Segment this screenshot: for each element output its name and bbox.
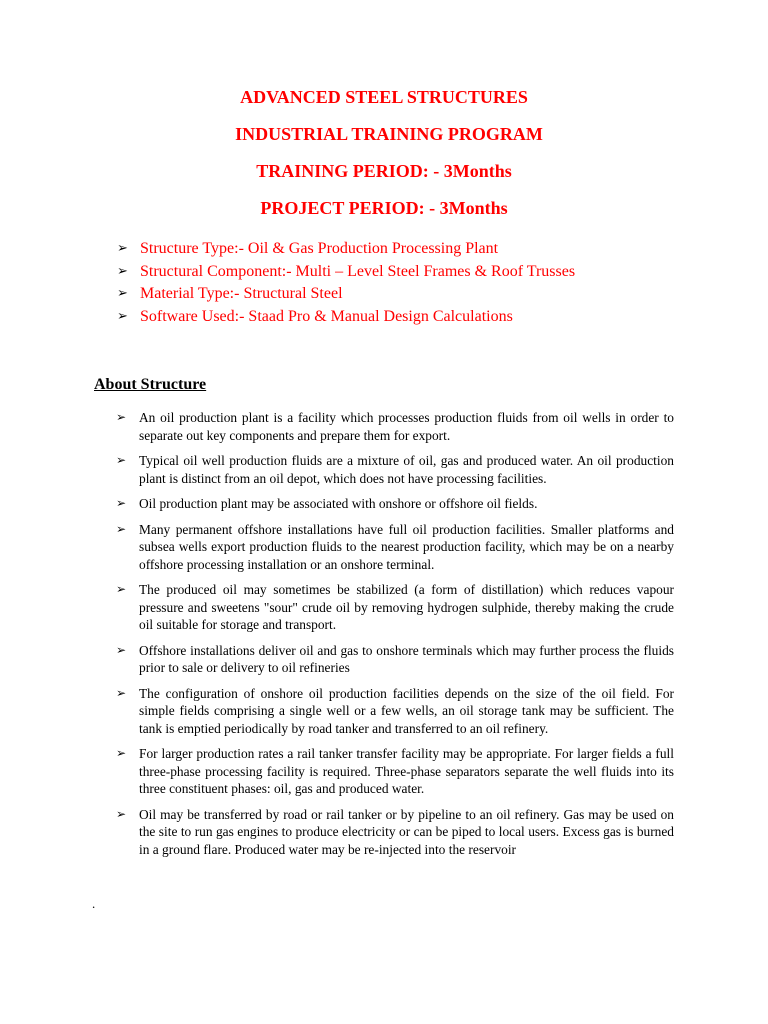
list-item-text: The configuration of onshore oil production facilities depends on the size of the oil field. For simple fields comprising a single well or a few wells, an oil storage tank may be sufficient. The tank is emptied periodically by road tanker and transferred to an oil refinery. (139, 685, 674, 736)
arrow-bullet-icon: ➢ (117, 308, 128, 324)
section-heading: About Structure (94, 376, 207, 393)
list-item-text: Oil production plant may be associated with onshore or offshore oil fields. (139, 496, 538, 511)
highlight-item (117, 283, 575, 306)
list-item-text: Typical oil well production fluids are a mixture of oil, gas and produced water. An oil production plant is distinct from an oil depot, which does not have processing facilities. (139, 453, 674, 486)
list-item (116, 521, 674, 574)
highlight-text: Software Used:- Staad Pro & Manual Design Calculations (140, 307, 513, 325)
arrow-bullet-icon: ➢ (116, 642, 127, 657)
title-block (0, 87, 768, 235)
document-title: ADVANCED STEEL STRUCTURES (240, 87, 528, 107)
list-item-text: For larger production rates a rail tanker transfer facility may be appropriate. For larger fields a full three-phase processing facility is required. Three-phase separators separate the well fluids into its three constituent phases: oil, gas and produced water. (139, 746, 674, 796)
about-structure-list (116, 409, 674, 866)
highlight-item (117, 261, 575, 284)
arrow-bullet-icon: ➢ (117, 241, 128, 256)
highlight-text: Material Type:- Structural Steel (140, 285, 343, 302)
highlight-item (117, 238, 575, 261)
program-title: INDUSTRIAL TRAINING PROGRAM (235, 124, 543, 144)
arrow-bullet-icon: ➢ (117, 286, 128, 301)
arrow-bullet-icon: ➢ (116, 521, 127, 536)
list-item-text: The produced oil may sometimes be stabilized (a form of distillation) which reduces vapour pressure and sweetens "sour" crude oil by removing hydrogen sulphide, thereby making the crude oil suitable for storage and transport. (139, 582, 674, 632)
list-item (116, 745, 674, 798)
stray-mark: . (92, 896, 96, 911)
arrow-bullet-icon: ➢ (116, 806, 127, 821)
list-item-text: Offshore installations deliver oil and gas to onshore terminals which may further process the fluids prior to sale or delivery to oil refineries (139, 642, 674, 675)
arrow-bullet-icon: ➢ (116, 410, 127, 424)
highlight-text: Structure Type:- Oil & Gas Production Processing Plant (140, 240, 499, 257)
list-item (116, 806, 674, 859)
list-item-text: Oil may be transferred by road or rail tanker or by pipeline to an oil refinery. Gas may be used on the site to run gas engines to produce electricity or can be piped to local users. Excess gas is burned in a ground flare. Produced water may be re-injected into the reservoir (139, 806, 674, 857)
arrow-bullet-icon: ➢ (116, 453, 127, 467)
list-item-text: An oil production plant is a facility which processes production fluids from oil wells in order to separate out key components and prepare them for export. (139, 410, 674, 443)
arrow-bullet-icon: ➢ (116, 582, 127, 596)
list-item-text: Many permanent offshore installations have full oil production facilities. Smaller platforms and subsea wells export production fluids to the nearest production facility, which may be on a nearby offshore processing installation or an onshore terminal. (139, 521, 674, 572)
training-period: TRAINING PERIOD: - 3Months (256, 161, 512, 181)
list-item (116, 581, 674, 634)
highlight-text: Structural Component:- Multi – Level Steel Frames & Roof Trusses (140, 262, 576, 280)
list-item (116, 452, 674, 487)
list-item (116, 642, 674, 677)
arrow-bullet-icon: ➢ (116, 746, 127, 760)
list-item (116, 409, 674, 444)
list-item (116, 685, 674, 738)
arrow-bullet-icon: ➢ (116, 685, 127, 700)
highlight-item (117, 306, 575, 329)
arrow-bullet-icon: ➢ (117, 263, 128, 279)
highlight-list (117, 238, 575, 328)
arrow-bullet-icon: ➢ (116, 496, 127, 510)
project-period: PROJECT PERIOD: - 3Months (260, 198, 508, 218)
list-item (116, 495, 674, 513)
